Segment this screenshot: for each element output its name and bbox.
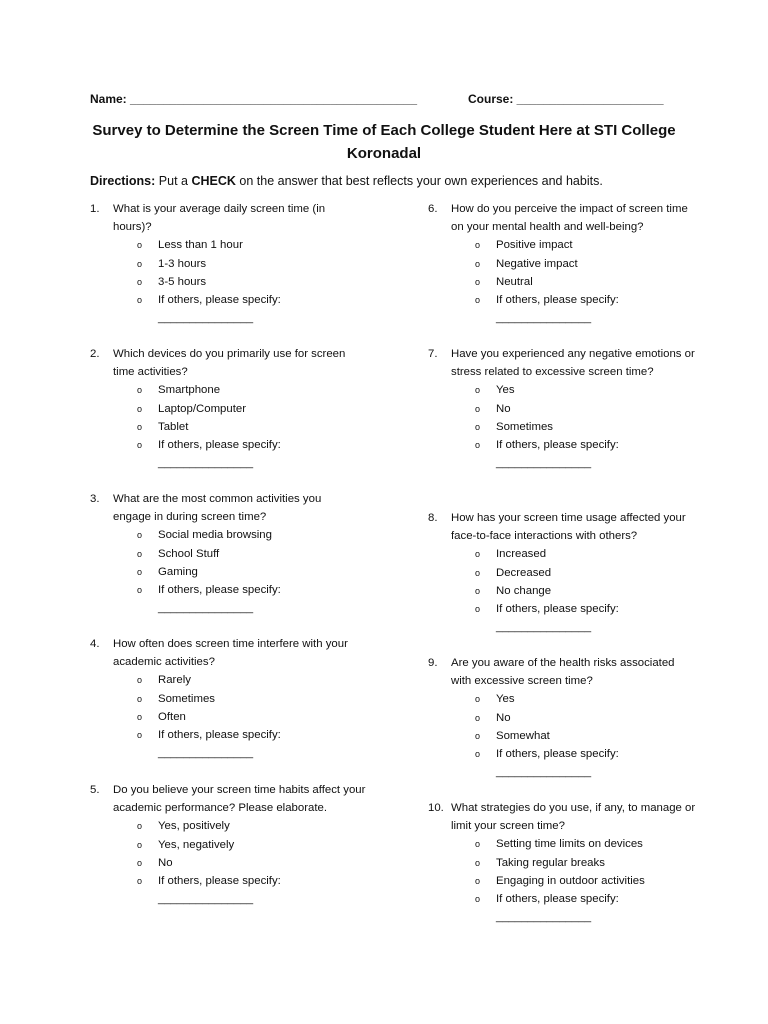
option[interactable]: o Neutral [428,273,718,291]
circle-bullet-icon: o [475,875,481,886]
question-text: Are you aware of the health risks associated with excessive screen time? [451,657,675,688]
directions-text-after: on the answer that best reflects your own experiences and habits. [239,174,603,188]
circle-bullet-icon: o [137,421,143,432]
question-number: 9. [428,657,438,669]
option[interactable]: o If others, please specify: [428,600,718,618]
question-number: 3. [90,493,100,505]
circle-bullet-icon: o [137,403,143,414]
specify-blank[interactable]: _______________ [158,747,254,760]
option[interactable]: o Yes, positively [90,817,380,835]
question-text: Do you believe your screen time habits affect your academic performance? Please elaborate. [113,784,366,815]
option[interactable]: o If others, please specify: [428,890,718,908]
circle-bullet-icon: o [137,876,143,887]
circle-bullet-icon: o [475,276,481,287]
question-text: How often does screen time interfere with your academic activities? [113,638,348,669]
course-field[interactable]: Course: ______________________ [468,92,664,106]
question-number: 2. [90,348,100,360]
circle-bullet-icon: o [137,711,143,722]
circle-bullet-icon: o [475,730,481,741]
circle-bullet-icon: o [475,421,481,432]
option[interactable]: o If others, please specify: [90,872,380,890]
circle-bullet-icon: o [475,258,481,269]
question-text: How do you perceive the impact of screen time on your mental health and well-being? [451,203,688,234]
question-text: Have you experienced any negative emotions or stress related to excessive screen time? [451,348,695,379]
option[interactable]: o Setting time limits on devices [428,835,718,853]
option[interactable]: o Yes [428,381,718,399]
option[interactable]: o Increased [428,545,718,563]
specify-blank[interactable]: _______________ [496,766,592,779]
question-10 [428,799,718,926]
circle-bullet-icon: o [475,857,481,868]
circle-bullet-icon: o [137,548,143,559]
option[interactable]: o No [428,400,718,418]
circle-bullet-icon: o [475,839,481,850]
circle-bullet-icon: o [137,675,143,686]
survey-title: Survey to Determine the Screen Time of Each College Student Here at STI College Koronadal [92,122,676,162]
circle-bullet-icon: o [475,567,481,578]
directions [90,174,710,188]
option[interactable]: o Social media browsing [90,526,380,544]
circle-bullet-icon: o [475,440,481,451]
option[interactable]: o Yes [428,690,718,708]
option[interactable]: o No change [428,582,718,600]
specify-blank[interactable]: _______________ [158,893,254,906]
circle-bullet-icon: o [475,694,481,705]
specify-blank[interactable]: _______________ [496,911,592,924]
option[interactable]: o 3-5 hours [90,273,380,291]
option[interactable]: o If others, please specify: [90,581,380,599]
option[interactable]: o Tablet [90,418,380,436]
option[interactable]: o Engaging in outdoor activities [428,872,718,890]
option[interactable]: o No [90,854,380,872]
question-5 [90,781,380,908]
option[interactable]: o Somewhat [428,727,718,745]
question-number: 5. [90,784,100,796]
option[interactable]: o If others, please specify: [90,291,380,309]
option[interactable]: o If others, please specify: [428,436,718,454]
option[interactable]: o Taking regular breaks [428,854,718,872]
question-text: What are the most common activities you engage in during screen time? [113,493,322,524]
question-text: How has your screen time usage affected your face-to-face interactions with others? [451,512,686,543]
circle-bullet-icon: o [475,749,481,760]
specify-blank[interactable]: _______________ [496,312,592,325]
question-number: 6. [428,203,438,215]
circle-bullet-icon: o [475,894,481,905]
circle-bullet-icon: o [475,385,481,396]
name-field[interactable]: Name: ___________________________________________ [90,92,417,106]
circle-bullet-icon: o [137,240,143,251]
question-2 [90,345,380,472]
circle-bullet-icon: o [137,839,143,850]
question-9 [428,654,718,781]
specify-blank[interactable]: _______________ [496,621,592,634]
question-text: What strategies do you use, if any, to manage or limit your screen time? [451,802,696,833]
option[interactable]: o Negative impact [428,255,718,273]
specify-blank[interactable]: _______________ [158,602,254,615]
question-8 [428,509,718,636]
specify-blank[interactable]: _______________ [158,457,254,470]
circle-bullet-icon: o [137,258,143,269]
option[interactable]: o Sometimes [90,690,380,708]
option[interactable]: o Less than 1 hour [90,236,380,254]
question-text: Which devices do you primarily use for screen time activities? [113,348,346,379]
option[interactable]: o If others, please specify: [428,745,718,763]
question-number: 8. [428,512,438,524]
question-number: 1. [90,203,100,215]
option[interactable]: o Gaming [90,563,380,581]
question-4 [90,635,380,762]
circle-bullet-icon: o [137,440,143,451]
directions-emphasis: CHECK [191,174,236,188]
circle-bullet-icon: o [137,857,143,868]
question-1 [90,200,380,327]
circle-bullet-icon: o [137,585,143,596]
circle-bullet-icon: o [475,403,481,414]
option[interactable]: o Laptop/Computer [90,400,380,418]
circle-bullet-icon: o [475,712,481,723]
option[interactable]: o Sometimes [428,418,718,436]
option[interactable]: o Rarely [90,671,380,689]
option[interactable]: o If others, please specify: [90,726,380,744]
circle-bullet-icon: o [137,693,143,704]
option[interactable]: o 1-3 hours [90,255,380,273]
directions-label: Directions: [90,174,156,188]
circle-bullet-icon: o [137,385,143,396]
option[interactable]: o No [428,709,718,727]
circle-bullet-icon: o [137,730,143,741]
question-number: 4. [90,638,100,650]
circle-bullet-icon: o [137,566,143,577]
circle-bullet-icon: o [137,295,143,306]
circle-bullet-icon: o [137,276,143,287]
option[interactable]: o Decreased [428,564,718,582]
circle-bullet-icon: o [475,604,481,615]
question-3 [90,490,380,617]
circle-bullet-icon: o [475,585,481,596]
circle-bullet-icon: o [475,549,481,560]
question-number: 10. [428,802,444,814]
circle-bullet-icon: o [137,821,143,832]
circle-bullet-icon: o [475,240,481,251]
question-7 [428,345,718,472]
circle-bullet-icon: o [475,295,481,306]
question-number: 7. [428,348,438,360]
circle-bullet-icon: o [137,530,143,541]
option[interactable]: o Yes, negatively [90,836,380,854]
specify-blank[interactable]: _______________ [158,312,254,325]
directions-text-before: Put a [158,174,188,188]
question-6 [428,200,718,327]
question-text: What is your average daily screen time (in hours)? [113,203,326,234]
option[interactable]: o Often [90,708,380,726]
option[interactable]: o Positive impact [428,236,718,254]
option[interactable]: o If others, please specify: [90,436,380,454]
option[interactable]: o Smartphone [90,381,380,399]
specify-blank[interactable]: _______________ [496,457,592,470]
option[interactable]: o School Stuff [90,545,380,563]
option[interactable]: o If others, please specify: [428,291,718,309]
